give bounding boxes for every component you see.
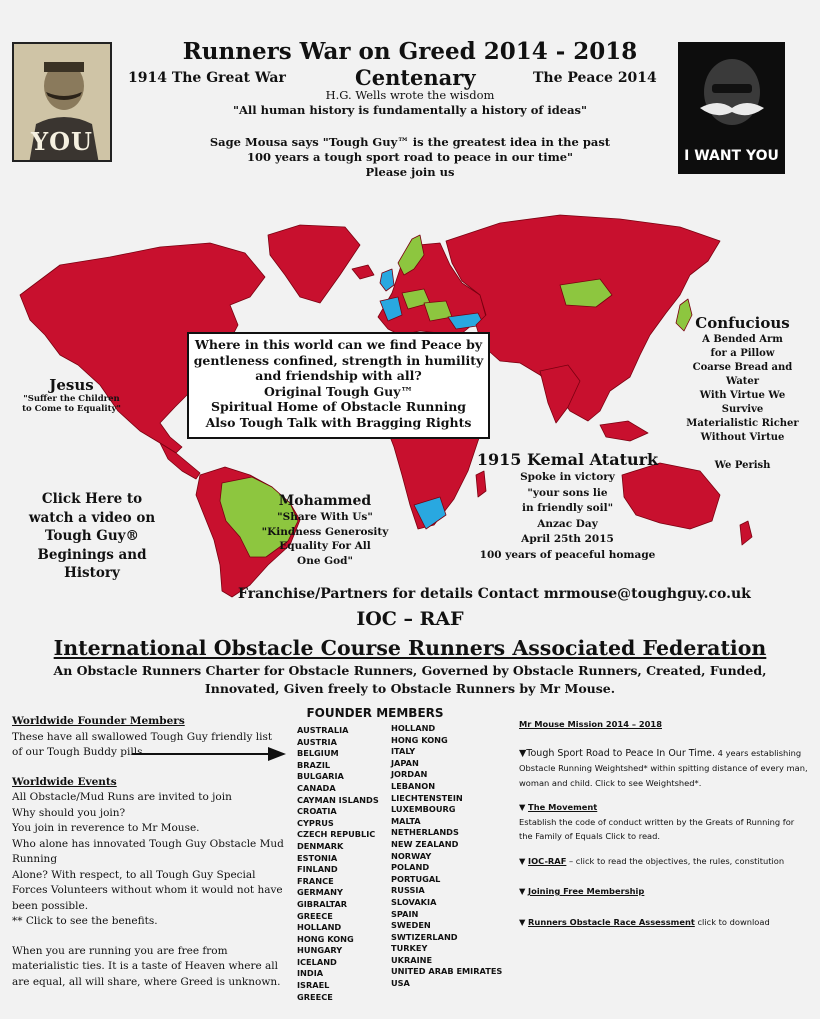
kemal-line: April 25th 2015 [521, 533, 614, 545]
kitchener-poster-image [12, 42, 112, 162]
confucius-line: Without Virtue [700, 432, 785, 443]
peace-line: Original Tough Guy™ [264, 383, 413, 399]
jesus-title: Jesus [49, 376, 94, 394]
jesus-quote [14, 376, 129, 414]
founder-member-item: GREECE [297, 991, 333, 1002]
founder-members-list-2 [391, 723, 516, 990]
video-link-line: History [64, 565, 120, 581]
mission-text: 4 years establishing Obstacle Running Weightshed* within spitting distance of every man, woman and child. Click to see Weightshed*. [519, 747, 808, 788]
subtitle-centenary: Centenary [355, 65, 476, 90]
founder-member-item: RUSSIA [391, 885, 425, 896]
confucius-line: A Bended Arm [702, 334, 783, 345]
founder-member-item: HUNGARY [297, 945, 343, 956]
membership-link[interactable] [519, 884, 809, 899]
map-india [540, 365, 580, 423]
hg-wells-intro: H.G. Wells wrote the wisdom [325, 88, 495, 102]
kemal-line: "your sons lie [527, 486, 608, 499]
founder-member-item: INDIA [297, 968, 324, 979]
triangle-down-icon: ▼ [519, 802, 526, 812]
confucius-line: Materialistic Richer [686, 418, 799, 429]
mohammed-line: Equality For All [279, 540, 371, 552]
ioc-raf-heading: IOC – RAF [356, 608, 464, 630]
founder-member-item: DENMARK [297, 840, 344, 851]
mission-block[interactable] [519, 746, 809, 791]
founder-member-item: SWEDEN [391, 920, 431, 931]
founder-member-item: HONG KONG [391, 734, 448, 745]
events-line: Why should you join? [12, 806, 126, 819]
mission-title: Mr Mouse Mission 2014 – 2018 [519, 719, 662, 729]
founder-member-item: HOLLAND [297, 922, 342, 933]
sage-quote-line1: Sage Mousa says "Tough Guy™ is the greatest idea in the past [209, 135, 611, 149]
map-se-asia [600, 421, 648, 441]
assessment-link[interactable] [519, 915, 809, 930]
founder-member-item: BULGARIA [297, 771, 344, 782]
movement-title: The Movement [528, 802, 598, 812]
founder-member-item: NORWAY [391, 850, 432, 861]
events-heading[interactable]: Worldwide Events [12, 775, 117, 788]
founders-text: These have all swallowed Tough Guy friendly list of our Tough Buddy pills. [12, 730, 273, 758]
mohammed-quote [245, 492, 405, 568]
events-line: Who alone has innovated Tough Guy Obstacle Mud Running [12, 837, 284, 865]
founder-member-item: JORDAN [391, 769, 428, 780]
ioc-raf-link[interactable] [519, 854, 809, 869]
founder-member-item: ICELAND [297, 956, 337, 967]
confucius-line: Coarse Bread and Water [692, 362, 793, 387]
founder-member-item: UKRAINE [391, 954, 433, 965]
confucius-line [680, 445, 805, 459]
founder-member-item: CROATIA [297, 806, 337, 817]
founder-member-item: GREECE [297, 910, 333, 921]
events-line: Alone? With respect, to all Tough Guy Special Forces Volunteers without whom it would not have been possible. [12, 868, 283, 912]
founder-member-item: LUXEMBOURG [391, 804, 456, 815]
founder-member-item: FRANCE [297, 875, 334, 886]
mohammed-line: "Share With Us" [277, 511, 373, 523]
founder-member-item: SWTIZERLAND [391, 931, 458, 942]
founder-member-item: POLAND [391, 862, 430, 873]
poster-you-text: YOU [31, 127, 93, 156]
founder-member-item: TURKEY [391, 943, 428, 954]
closing-text: When you are running you are free from materialistic ties. It is a taste of Heaven where all are equal, all will share, where Greed is unknown. [12, 944, 281, 988]
founder-member-item: GIBRALTAR [297, 898, 348, 909]
map-iceland [352, 265, 374, 279]
confucius-line: With Virtue We Survive [699, 390, 786, 415]
peace-line: and friendship with all? [255, 368, 422, 383]
kemal-line: Spoke in victory [520, 471, 615, 483]
movement-link[interactable] [519, 800, 809, 815]
founder-member-item: CAYMAN ISLANDS [297, 794, 379, 805]
confucius-title: Confucious [695, 314, 790, 332]
founder-member-item: SPAIN [391, 908, 419, 919]
video-link[interactable] [12, 490, 172, 583]
jesus-line: "Suffer the Children [23, 394, 120, 404]
founders-heading[interactable]: Worldwide Founder Members [12, 715, 185, 727]
video-link-line: Click Here to [41, 491, 143, 507]
founder-member-item: NETHERLANDS [391, 827, 459, 838]
founder-member-item: ISRAEL [297, 980, 330, 991]
video-link-line: Tough Guy® [45, 528, 139, 544]
founder-member-item: CYPRUS [297, 817, 334, 828]
benefits-link[interactable]: ** Click to see the benefits. [12, 915, 158, 927]
peace-line: Spiritual Home of Obstacle Running [210, 399, 467, 414]
hg-wells-quote: "All human history is fundamentally a history of ideas" [233, 103, 587, 117]
founder-member-item: PORTUGAL [391, 873, 441, 884]
mohammed-line: One God" [297, 554, 353, 567]
founder-member-item: USA [391, 978, 410, 989]
ioc-raf-text: – click to read the objectives, the rules, constitution [566, 855, 785, 866]
events-line: You join in reverence to Mr Mouse. [12, 822, 200, 834]
founder-member-item: UNITED ARAB EMIRATES [391, 966, 503, 977]
jesus-line: to Come to Equality" [22, 404, 121, 414]
triangle-down-icon: ▼ [519, 855, 526, 866]
federation-heading: International Obstacle Course Runners Associated Federation [53, 636, 767, 660]
founder-member-item: AUSTRALIA [297, 725, 349, 735]
kemal-line: Anzac Day [537, 517, 598, 530]
peace-quote-box [187, 332, 490, 439]
founder-member-item: CZECH REPUBLIC [297, 829, 376, 840]
confucius-line: We Perish [714, 460, 771, 471]
kemal-title: 1915 Kemal Ataturk [476, 450, 659, 469]
peace-line: Also Tough Talk with Bragging Rights [205, 414, 472, 430]
arrow-right-icon [132, 745, 287, 763]
page-title: Runners War on Greed 2014 - 2018 [182, 38, 638, 65]
founder-member-item: SLOVAKIA [391, 896, 437, 907]
map-greenland [268, 225, 360, 303]
founder-member-item: NEW ZEALAND [391, 838, 459, 849]
franchise-contact-link[interactable]: Franchise/Partners for details Contact mrmouse@toughguy.co.uk [238, 586, 751, 602]
founder-member-item: HONG KONG [297, 933, 354, 944]
please-join-text: Please join us [365, 165, 455, 179]
subtitle-peace: The Peace 2014 [533, 70, 657, 86]
mission-lead: ▼Tough Sport Road to Peace In Our Time. [519, 747, 716, 759]
membership-title: Joining Free Membership [528, 886, 645, 896]
assessment-text: click to download [694, 916, 770, 927]
triangle-down-icon: ▼ [519, 886, 526, 896]
confucius-quote [680, 313, 805, 473]
founder-member-item: BELGIUM [297, 748, 339, 759]
founder-member-item: LIECHTENSTEIN [391, 792, 463, 803]
kemal-line: in friendly soil" [521, 502, 614, 514]
founder-member-item: CANADA [297, 782, 336, 793]
map-new-zealand [740, 521, 752, 545]
mohammed-title: Mohammed [278, 493, 372, 509]
triangle-down-icon: ▼ [519, 916, 526, 927]
founder-member-item: LEBANON [391, 780, 436, 791]
events-line: All Obstacle/Mud Runs are invited to join [12, 791, 232, 803]
founder-member-item: GERMANY [297, 887, 343, 898]
map-uk [380, 269, 394, 291]
assessment-title: Runners Obstacle Race Assessment [528, 916, 695, 927]
founder-member-item: ESTONIA [297, 852, 338, 863]
founder-member-item: ITALY [391, 746, 416, 757]
founder-member-item: JAPAN [391, 757, 419, 768]
peace-line: gentleness confined, strength in humility [193, 352, 484, 368]
video-link-line: watch a video on [28, 509, 156, 526]
founder-member-item: FINLAND [297, 864, 338, 875]
peace-line: Where in this world can we find Peace by [194, 337, 483, 352]
mr-mouse-poster-image [678, 42, 785, 174]
movement-text: Establish the code of conduct written by the Greats of Running for the Family of Equals Click to read. [519, 816, 795, 841]
founder-member-item: AUSTRIA [297, 736, 337, 747]
ioc-raf-title: IOC-RAF [528, 855, 567, 866]
founder-member-item: MALTA [391, 815, 421, 826]
right-column [519, 717, 809, 929]
video-link-line: Beginings and [37, 546, 147, 563]
i-want-you-text: I WANT YOU [684, 148, 779, 164]
founder-member-item: HOLLAND [391, 723, 436, 733]
charter-line1: An Obstacle Runners Charter for Obstacle Runners, Governed by Obstacle Runners, Created, Funded, [53, 663, 767, 678]
subtitle-great-war: 1914 The Great War [128, 70, 286, 86]
sage-quote-line2: 100 years a tough sport road to peace in our time" [246, 150, 574, 164]
kemal-line: 100 years of peaceful homage [479, 548, 656, 561]
charter-line2: Innovated, Given freely to Obstacle Runners by Mr Mouse. [204, 681, 616, 696]
mohammed-line: "Kindness Generosity [261, 525, 389, 538]
founder-member-item: BRAZIL [297, 759, 331, 770]
kemal-ataturk-quote [470, 450, 665, 563]
founder-members-title: FOUNDER MEMBERS [306, 706, 444, 720]
founder-members-list-1 [297, 725, 392, 1003]
confucius-line: for a Pillow [710, 348, 775, 359]
